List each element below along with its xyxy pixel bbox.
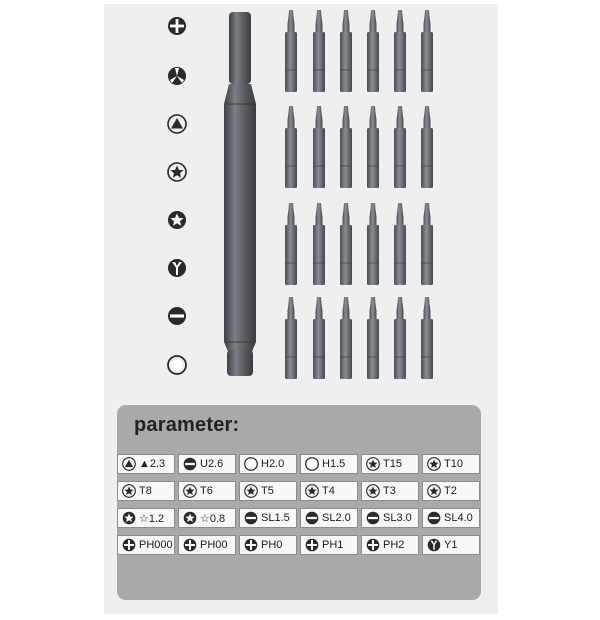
bit: [284, 10, 298, 92]
bit: [284, 106, 298, 188]
torx-star-icon: [427, 484, 441, 498]
torx-star-icon: [244, 484, 258, 498]
triangle-icon: [167, 114, 187, 134]
hex-icon: [244, 457, 258, 471]
parameter-label: PH2: [383, 539, 405, 551]
parameter-cell: [361, 508, 419, 528]
parameter-label: T3: [383, 485, 396, 497]
parameter-label: T4: [322, 485, 335, 497]
slotted-icon: [244, 511, 258, 525]
slotted-icon: [366, 511, 380, 525]
parameter-label: SL3.0: [383, 512, 412, 524]
parameter-cell: [178, 481, 236, 501]
bit: [366, 10, 380, 92]
bit: [420, 10, 434, 92]
bit: [420, 297, 434, 379]
parameter-cell: [300, 454, 358, 474]
parameter-cell: [239, 481, 297, 501]
bit: [312, 10, 326, 92]
slotted-icon: [167, 306, 187, 326]
tri-wing-icon: [167, 258, 187, 278]
parameter-cell: [239, 508, 297, 528]
parameter-label: PH000: [139, 539, 173, 551]
parameter-label: SL1.5: [261, 512, 290, 524]
parameter-label: PH0: [261, 539, 283, 551]
parameter-label: T15: [383, 458, 402, 470]
bit: [339, 10, 353, 92]
cross-icon: [366, 538, 380, 552]
cross-icon: [122, 538, 136, 552]
bit: [366, 106, 380, 188]
parameter-label: SL4.0: [444, 512, 473, 524]
pentalobe-star-icon: [167, 210, 187, 230]
parameter-label: PH00: [200, 539, 228, 551]
hex-icon: [167, 355, 187, 375]
parameter-cell: [422, 535, 480, 555]
parameter-cell: [117, 481, 175, 501]
parameter-label: H1.5: [322, 458, 346, 470]
bit: [284, 297, 298, 379]
bit: [339, 203, 353, 285]
pentalobe-star-icon: [122, 511, 136, 525]
torx-star-icon: [305, 484, 319, 498]
parameter-label: ☆0.8: [200, 512, 226, 525]
bit: [393, 10, 407, 92]
cross-icon: [305, 538, 319, 552]
slotted-icon: [305, 511, 319, 525]
parameter-cell: [239, 535, 297, 555]
bit: [366, 297, 380, 379]
bit: [366, 203, 380, 285]
bit: [393, 297, 407, 379]
parameter-label: U2.6: [200, 458, 224, 470]
parameter-cell: [361, 481, 419, 501]
parameter-label: T2: [444, 485, 457, 497]
torx-star-icon: [167, 162, 187, 182]
parameter-label: ☆1.2: [139, 512, 165, 525]
bit: [312, 297, 326, 379]
parameter-cell: [361, 454, 419, 474]
parameter-grid: [117, 454, 481, 555]
bit: [393, 203, 407, 285]
cross-icon: [183, 538, 197, 552]
parameter-cell: [117, 454, 175, 474]
torx-star-icon: [122, 484, 136, 498]
screwdriver-handle: [223, 12, 257, 380]
parameter-label: T10: [444, 458, 463, 470]
slotted-icon: [183, 457, 197, 471]
parameter-cell: [422, 454, 480, 474]
parameter-cell: [361, 535, 419, 555]
bit: [284, 203, 298, 285]
bit: [420, 106, 434, 188]
parameter-label: T5: [261, 485, 274, 497]
bit: [312, 106, 326, 188]
parameter-cell: [422, 508, 480, 528]
bit: [339, 106, 353, 188]
parameter-label: H2.0: [261, 458, 285, 470]
parameter-title: parameter:: [134, 414, 240, 436]
slotted-icon: [427, 511, 441, 525]
bit: [339, 297, 353, 379]
triangle-icon: [122, 457, 136, 471]
parameter-cell: [178, 508, 236, 528]
hex-icon: [305, 457, 319, 471]
parameter-cell: [300, 481, 358, 501]
torx-star-icon: [183, 484, 197, 498]
parameter-cell: [117, 508, 175, 528]
panel-bottom-strip: [117, 568, 481, 600]
pentalobe-star-icon: [183, 511, 197, 525]
bit: [420, 203, 434, 285]
cross-icon: [244, 538, 258, 552]
parameter-label: T6: [200, 485, 213, 497]
tri-wing-icon: [427, 538, 441, 552]
parameter-label: T8: [139, 485, 152, 497]
parameter-label: SL2.0: [322, 512, 351, 524]
parameter-cell: [178, 454, 236, 474]
parameter-label: PH1: [322, 539, 344, 551]
three-prong-icon: [167, 66, 187, 86]
parameter-label: ▲2.3: [139, 458, 166, 470]
parameter-cell: [300, 508, 358, 528]
torx-star-icon: [427, 457, 441, 471]
parameter-cell: [239, 454, 297, 474]
parameter-cell: [117, 535, 175, 555]
torx-star-icon: [366, 457, 380, 471]
cross-icon: [167, 16, 187, 36]
bit: [393, 106, 407, 188]
torx-star-icon: [366, 484, 380, 498]
parameter-cell: [422, 481, 480, 501]
parameter-label: Y1: [444, 539, 458, 551]
parameter-cell: [178, 535, 236, 555]
bit: [312, 203, 326, 285]
parameter-cell: [300, 535, 358, 555]
